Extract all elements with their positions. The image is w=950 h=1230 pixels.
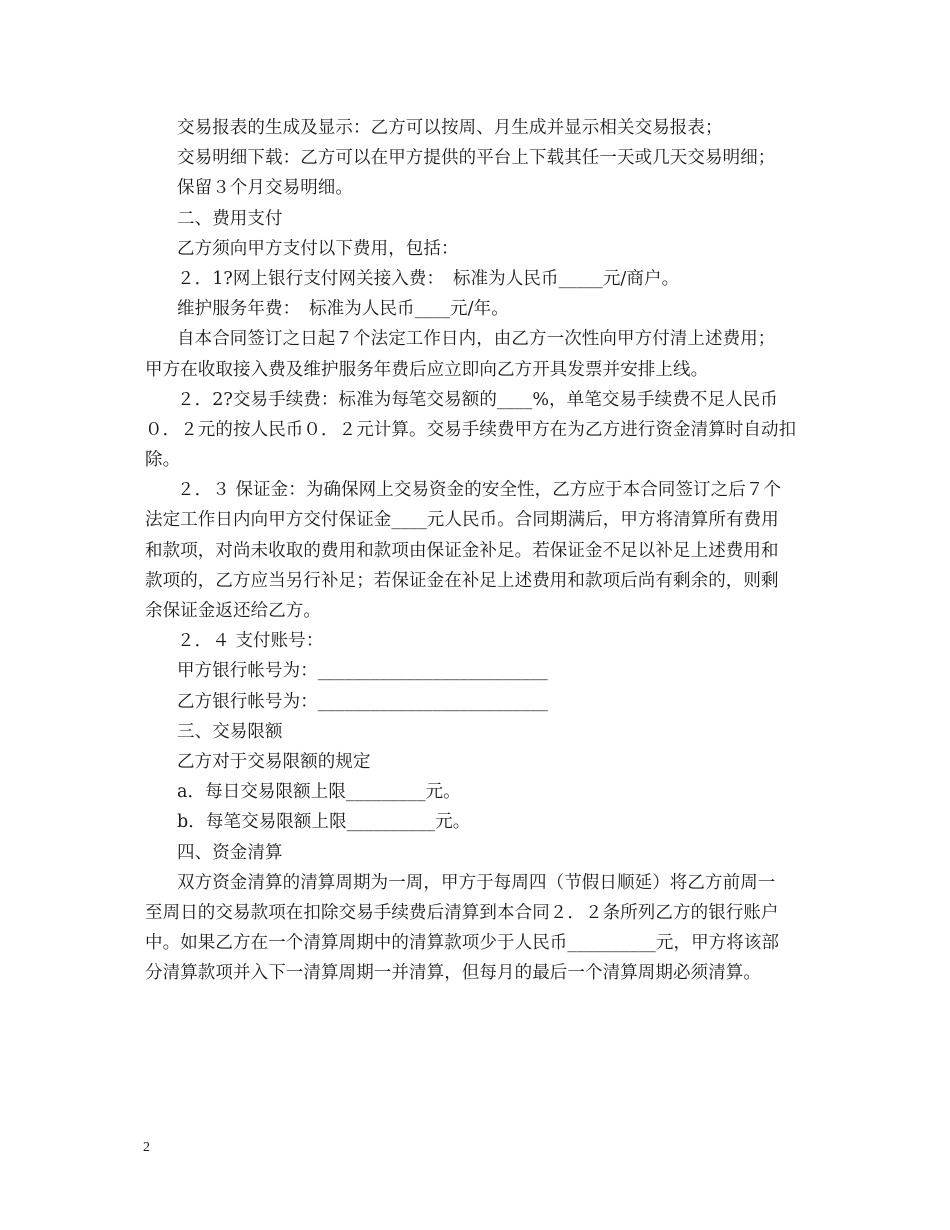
paragraph-line: 至周日的交易款项在扣除交易手续费后清算到本合同２．２条所列乙方的银行账户 [145,902,779,923]
paragraph-line: 分清算款项并入下一清算周期一并清算，但每月的最后一个清算周期必须清算。 [145,963,761,984]
paragraph-line: 双方资金清算的清算周期为一周，甲方于每周四（节假日顺延）将乙方前周一 [177,872,776,893]
paragraph-line: b．每笔交易限额上限__________元。 [177,812,471,833]
paragraph-line: 甲方银行帐号为：__________________________ [177,661,548,682]
paragraph-line: 除。 [145,450,181,471]
section-heading: 三、交易限额 [177,721,283,742]
paragraph-line: 乙方对于交易限额的规定 [177,751,371,772]
paragraph-line: 交易明细下载：乙方可以在甲方提供的平台上下载其任一天或几天交易明细； [177,148,776,169]
paragraph-line: 中。如果乙方在一个清算周期中的清算款项少于人民币__________元，甲方将该部 [145,933,780,954]
paragraph-line: ２．４ 支付账号： [177,631,324,652]
paragraph-line: ０．２元的按人民币０．２元计算。交易手续费甲方在为乙方进行资金清算时自动扣 [145,419,797,440]
paragraph-line: ２．1?网上银行支付网关接入费： 标准为人民币_____元/商户。 [177,268,680,289]
paragraph-line: ２．３ 保证金：为确保网上交易资金的安全性，乙方应于本合同签订之后７个 [177,480,782,501]
paragraph-line: 余保证金返还给乙方。 [145,601,321,621]
paragraph-line: a．每日交易限额上限_________元。 [177,782,461,803]
paragraph-line: 乙方须向甲方支付以下费用，包括： [177,238,459,259]
paragraph-line: 甲方在收取接入费及维护服务年费后应立即向乙方开具发票并安排上线。 [145,359,709,380]
paragraph-line: 保留３个月交易明细。 [177,178,353,199]
paragraph-line: 自本合同签订之日起７个法定工作日内，由乙方一次性向甲方付清上述费用； [177,329,776,350]
paragraph-line: 交易报表的生成及显示：乙方可以按周、月生成并显示相关交易报表； [177,118,723,138]
paragraph-line: 法定工作日内向甲方交付保证金____元人民币。合同期满后，甲方将清算所有费用 [145,510,779,531]
paragraph-line: 和款项，对尚未收取的费用和款项由保证金补足。若保证金不足以补足上述费用和 [145,540,779,561]
paragraph-line: 维护服务年费： 标准为人民币____元/年。 [177,299,509,320]
paragraph-line: 款项的，乙方应当另行补足；若保证金在补足上述费用和款项后尚有剩余的，则剩 [145,570,779,591]
page-number: 2 [143,1140,150,1155]
section-heading: 四、资金清算 [177,842,283,863]
paragraph-line: ２．2?交易手续费：标准为每笔交易额的____%，单笔交易手续费不足人民币 [177,389,778,410]
paragraph-line: 乙方银行帐号为：__________________________ [177,691,548,712]
document-body [145,113,813,988]
section-heading: 二、费用支付 [177,208,283,229]
